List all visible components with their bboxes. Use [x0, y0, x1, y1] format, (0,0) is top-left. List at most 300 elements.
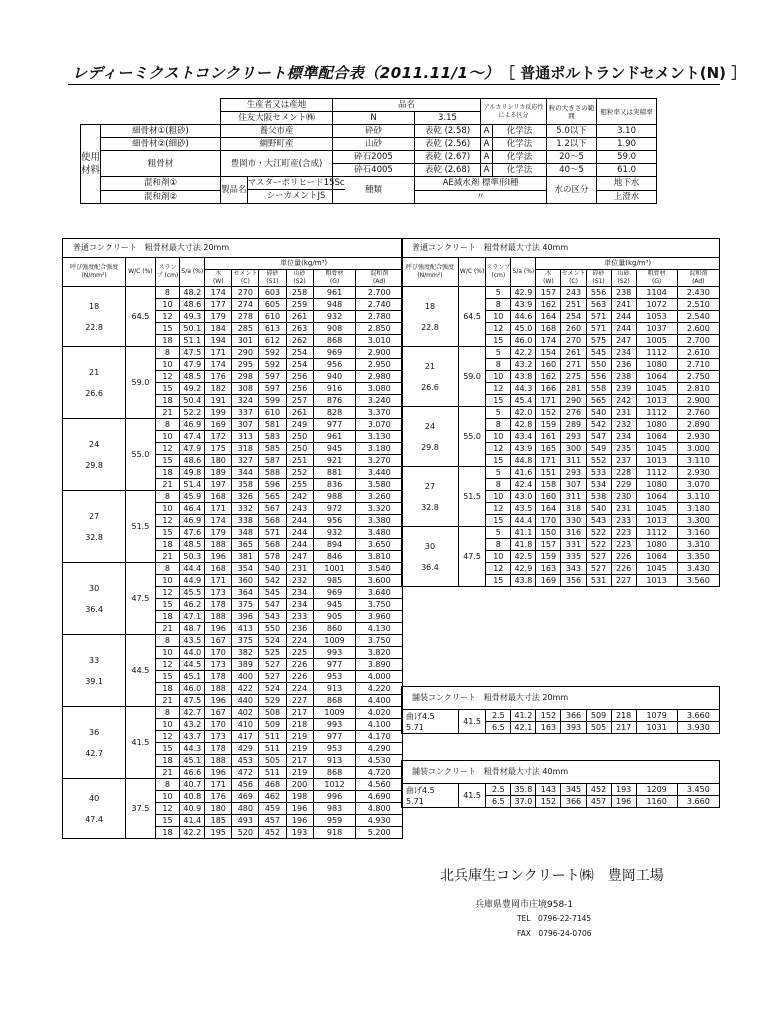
cement-cell: 301 [232, 335, 259, 347]
design-strength: 32.8 [85, 532, 104, 542]
slump-cell: 8 [155, 491, 180, 503]
cement-cell: 271 [561, 359, 586, 371]
table-20mm: 普通コンクリート 粗骨材最大寸法 20mm 呼び強度配合強度 (N/mm²) W/C (%) スランプ (cm) S/a (%) 単位量(kg/m³) 水 (W) セメント (C) 砕砂 (S1) 山砂 (S2) 粗骨材 (G) 混和剤 (Ad) 18 22.8 64.5 8 48.2 174 270 603 258 961 2.700 10 48.6 177 274 605 259 948 2.740 12 49.3 179 278 610 261 932 2.780 15 50.1 184 285 613 263 908 2.850 18 51.1 194 301 612 262 868 3.010 21 26.6 59.0 8 47.5 171 290 592 254 969 2.900 10 47.9 174 295 592 254 956 2.950 12 48.5 176 298 597 256 940 2.980 15 49.2 182 308 597 256 916 3.080 18 50.4 191 324 599 257 876 3.240 21 52.2 199 337 610 261 828 3.370 24 29.8 55.0 8 46.9 169 307 581 249 977 3.070 10 47.4 172 313 583 250 961 3.130 12 47.9 175 318 585 250 945 3.180 15 48.6 180 327 587 251 921 3.270 18 49.8 189 344 588 252 881 3.440 21 51.4 197 358 596 255 836 3.580 27 32.8 51.5 8 45.9 168 326 565 242 988 3.260 10 46.4 171 332 567 243 972 3.320 12 46.9 174 338 568 244 956 3.380 15 47.6 179 348 571 244 932 3.480 18 48.5 188 365 568 244 894 3.650 21 50.3 196 381 578 247 846 3.810 30 36.4 47.5 8 44.4 168 354 540 231 1001 3.540 10 44.9 171 360 542 232 985 3.600 12 45.5 173 364 545 234 969 3.640 15 46.2 178 375 547 234 945 3.750 18 47.1 188 396 543 233 905 3.960 21 48.7 196 413 550 236 860 4.130 33 39.1 44.5 8 43.5 167 375 524 224 1009 3.750 10 44.0 170 382 525 225 993 3.820 12 44.5 173 389 527 226 977 3.890 15 45.1 178 400 527 226 953 4.000 18 46.0 188 422 524 224 913 4.220 21 47.5 196 440 529 227 868 4.400 36 42.7 41.5 8 42.7 167 402 508 217 1009 4.020 10 43.2 170 410 509 218 993 4.100 12 43.7 173 417 511 219 977 4.170 15 44.3 178 429 511 219 953 4.290 18 45.1 188 453 505 217 913 4.530 21 46.6 196 472 511 219 868 4.720 40 47.4 37.5 8 40.7 171 456 468 200 1012 4.560 10 40.8 176 469 462 198 996 4.690 12 40.9 180 480 459 196 983 4.800 15 41.4 185 493 457 196 959 4.930 18 42.2 195 520 452 193 918 5.200 [62, 238, 403, 839]
fine2-class: A [481, 138, 493, 151]
design-strength: 29.8 [421, 442, 439, 452]
mountain-sand-cell: 234 [611, 431, 636, 443]
admix-cell: 2.850 [356, 323, 403, 335]
admix-cell: 3.070 [677, 479, 719, 491]
water-cell: 173 [205, 587, 232, 599]
admix1-water: 地下水 [597, 177, 657, 191]
admix-cell: 3.440 [356, 467, 403, 479]
admix-cell: 2.900 [677, 395, 719, 407]
fine1-range: 5.0以下 [547, 125, 597, 138]
crushed-sand-cell: 552 [586, 455, 611, 467]
crushed-sand-cell: 547 [259, 599, 286, 611]
coarse-cell: 1012 [313, 779, 356, 791]
admix2-water: 上澄水 [597, 190, 657, 204]
crushed-sand-cell: 550 [259, 623, 286, 635]
mountain-sand-cell: 217 [286, 755, 313, 767]
water-cell: 171 [205, 575, 232, 587]
water-cell: 197 [205, 479, 232, 491]
crushed-sand-cell: 571 [586, 311, 611, 323]
coarse-cell: 940 [313, 371, 356, 383]
admix-cell: 2.750 [677, 371, 719, 383]
slump-cell: 18 [155, 755, 180, 767]
water-cell: 150 [536, 527, 561, 539]
admix-cell: 2.780 [356, 311, 403, 323]
fine1-ratio: 3.10 [597, 125, 657, 138]
table-40mm: 普通コンクリート 粗骨材最大寸法 40mm 呼び強度配合強度 (N/mm²) W/C (%) スランプ (cm) S/a (%) 単位量(kg/m³) 水 (W) セメント (C) 砕砂 (S1) 山砂 (S2) 粗骨材 (G) 混和剤 (Ad) 18 22.8 64.5 5 42.9 157 243 556 238 1104 2.430 8 43.9 162 251 563 241 1072 2.510 10 44.6 164 254 571 244 1053 2.540 12 45.0 168 260 571 244 1037 2.600 15 46.0 174 270 575 247 1005 2.700 21 26.6 59.0 5 42.2 154 261 545 234 1112 2.610 8 43.2 160 271 550 236 1080 2.710 10 43.8 162 275 556 238 1064 2.750 12 44.3 166 281 558 239 1045 2.810 15 45.4 171 290 565 242 1013 2.900 24 29.8 55.0 5 42.0 152 276 540 231 1112 2.760 8 42.8 159 289 542 232 1080 2.890 10 43.4 161 293 547 234 1064 2.930 12 43.9 165 300 549 235 1045 3.000 15 44.8 171 311 552 237 1013 3.110 27 32.8 51.5 5 41.6 151 293 533 228 1112 2.930 8 42.4 158 307 534 229 1080 3.070 10 43.0 160 311 538 230 1064 3.110 12 43.5 164 318 540 231 1045 3.180 15 44.4 170 330 543 233 1013 3.300 30 36.4 47.5 5 41.1 150 316 522 223 1112 3.160 8 41.8 157 331 522 223 1080 3.310 10 42.5 159 335 527 226 1064 3.350 12 42.9 163 343 527 226 1045 3.430 15 43.8 169 356 531 227 1013 3.560 [401, 238, 720, 587]
water-cell: 164 [536, 503, 561, 515]
paving-40mm-table [401, 760, 720, 808]
slump-cell: 12 [486, 383, 511, 395]
admix-cell: 3.930 [677, 722, 719, 734]
mountain-sand-cell: 238 [611, 287, 636, 299]
crushed-sand-cell: 597 [259, 371, 286, 383]
cement-cell: 520 [232, 827, 259, 839]
sa-cell: 49.2 [180, 383, 205, 395]
cement-cell: 300 [561, 443, 586, 455]
strength-cell [63, 491, 126, 563]
coarse-cell: 868 [313, 695, 356, 707]
sa-cell: 43.4 [511, 431, 536, 443]
flexural-strength: 曲げ4.5 [406, 785, 435, 795]
strength-header: 呼び強度配合強度 (N/mm²) [402, 258, 459, 287]
slump-cell: 18 [155, 683, 180, 695]
mountain-sand-cell: 257 [286, 395, 313, 407]
design-strength: 5.71 [406, 796, 424, 806]
water-cell: 179 [205, 311, 232, 323]
design-strength: 29.8 [85, 460, 104, 470]
coarse-header: 粗骨材 [647, 270, 666, 277]
cement-cell: 335 [561, 551, 586, 563]
table-row [402, 407, 720, 419]
admix-product-label: 製品名 [221, 177, 248, 203]
strength-cell [402, 287, 459, 347]
water-cell: 160 [536, 359, 561, 371]
cement-cell: 316 [561, 527, 586, 539]
mountain-sand-cell: 217 [286, 707, 313, 719]
unit-weight-header: 単位量(kg/m³) [536, 258, 720, 270]
slump-cell: 10 [155, 431, 180, 443]
fine1-dry: 表乾 (2.58) [415, 125, 481, 138]
sa-cell: 44.6 [511, 311, 536, 323]
producer-header: 生産者又は産地 [221, 99, 333, 112]
water-cell: 157 [536, 539, 561, 551]
mountain-sand-cell: 226 [611, 551, 636, 563]
slump-cell: 12 [155, 731, 180, 743]
cement-cell: 307 [232, 419, 259, 431]
coarse-cell: 868 [313, 335, 356, 347]
admix2-product: シーカメントJS [266, 191, 326, 201]
mountain-sand-cell: 218 [611, 710, 636, 722]
mountain-sand-cell: 261 [286, 311, 313, 323]
slump-cell: 12 [155, 311, 180, 323]
sa-cell: 43.0 [511, 491, 536, 503]
mountain-sand-cell: 227 [286, 695, 313, 707]
water-header: 水 [215, 270, 222, 277]
wc-header: W/C (%) [458, 258, 485, 287]
crushed-sand-cell: 505 [586, 722, 611, 734]
coarse1-type: 砕石2005 [333, 151, 415, 164]
admix-cell: 4.000 [356, 671, 403, 683]
water-cell: 163 [536, 722, 561, 734]
coarse-cell: 993 [313, 647, 356, 659]
nominal-strength: 40 [89, 793, 100, 803]
paving-20mm-table [401, 686, 720, 734]
cement-cell: 366 [561, 710, 586, 722]
coarse-cell: 1160 [636, 796, 677, 808]
water-cell: 189 [205, 467, 232, 479]
admix-cell: 3.350 [677, 551, 719, 563]
mountain-sand-cell: 226 [286, 671, 313, 683]
admix2-name: 混和剤② [101, 190, 221, 204]
coarse-cell: 953 [313, 671, 356, 683]
slump-cell: 15 [486, 335, 511, 347]
cement-cell: 356 [561, 575, 586, 587]
admix-cell: 3.380 [356, 515, 403, 527]
table-row [63, 779, 403, 791]
sa-cell: 44.3 [511, 383, 536, 395]
cement-cell: 331 [561, 539, 586, 551]
mountain-sand-cell: 231 [611, 407, 636, 419]
water-cell: 152 [536, 796, 561, 808]
sa-cell: 51.4 [180, 479, 205, 491]
crushed-sand-cell: 587 [259, 455, 286, 467]
admix-cell: 2.810 [677, 383, 719, 395]
slump-cell: 15 [155, 323, 180, 335]
coarse-cell: 1037 [636, 323, 677, 335]
admix-cell: 3.110 [677, 455, 719, 467]
sa-cell: 47.4 [180, 431, 205, 443]
company-address: 兵庫県豊岡市庄境958-1 [475, 900, 574, 910]
admix-cell: 2.740 [356, 299, 403, 311]
cement-cell: 289 [561, 419, 586, 431]
slump-cell: 21 [155, 623, 180, 635]
slump-cell: 2.5 [486, 710, 511, 722]
water-cell: 170 [205, 647, 232, 659]
cement-cell: 337 [232, 407, 259, 419]
water-cell: 196 [205, 695, 232, 707]
mountain-sand-cell: 196 [286, 815, 313, 827]
crushed-sand-cell: 545 [586, 347, 611, 359]
admix-cell: 3.260 [356, 491, 403, 503]
slump-cell: 5 [486, 527, 511, 539]
sa-cell: 49.8 [180, 467, 205, 479]
coarse-cell: 932 [313, 527, 356, 539]
sa-cell: 48.6 [180, 299, 205, 311]
coarse-cell: 913 [313, 683, 356, 695]
admix-cell: 4.020 [356, 707, 403, 719]
water-cell: 163 [536, 563, 561, 575]
cement-cell: 413 [232, 623, 259, 635]
slump-cell: 6.5 [486, 722, 511, 734]
coarse-cell: 1045 [636, 503, 677, 515]
mountain-sand-cell: 242 [286, 491, 313, 503]
cement-cell: 354 [232, 563, 259, 575]
slump-cell: 8 [155, 347, 180, 359]
admix-cell: 3.180 [677, 503, 719, 515]
sa-cell: 51.1 [180, 335, 205, 347]
admix-cell: 3.180 [356, 443, 403, 455]
mountain-sand-cell: 226 [611, 563, 636, 575]
coarse-cell: 836 [313, 479, 356, 491]
design-strength: 5.71 [406, 722, 424, 732]
cement-cell: 324 [232, 395, 259, 407]
cement-cell: 365 [232, 539, 259, 551]
sa-cell: 46.9 [180, 419, 205, 431]
unit-weight-header: 単位量(kg/m³) [205, 258, 403, 270]
crushed-sand-cell: 468 [259, 779, 286, 791]
water-cell: 176 [205, 791, 232, 803]
crushed-sand-cell: 511 [259, 743, 286, 755]
coarse-cell: 1013 [636, 515, 677, 527]
water-cell: 154 [536, 347, 561, 359]
admix-cell: 2.760 [677, 407, 719, 419]
crushed-sand-cell: 603 [259, 287, 286, 299]
cement-header: セメント [561, 270, 586, 277]
crushed-sand-cell: 549 [586, 443, 611, 455]
cement-cell: 307 [561, 479, 586, 491]
coarse-cell: 953 [313, 743, 356, 755]
admix-cell: 3.130 [356, 431, 403, 443]
slump-cell: 21 [155, 551, 180, 563]
fine1-name: 細骨材①(粗砂) [101, 125, 221, 138]
water-cell: 143 [536, 784, 561, 796]
fine1-type: 砕砂 [333, 125, 415, 138]
cement-cell: 345 [561, 784, 586, 796]
sa-cell: 44.4 [511, 515, 536, 527]
slump-cell: 10 [486, 371, 511, 383]
company-fax: FAX 0796-24-0706 [517, 929, 592, 938]
sa-header: S/a (%) [180, 258, 205, 287]
coarse-cell: 913 [313, 755, 356, 767]
water-cell: 180 [205, 455, 232, 467]
crushed-sand-cell: 524 [259, 635, 286, 647]
nominal-strength: 21 [89, 367, 100, 377]
mountain-sand-cell: 249 [286, 419, 313, 431]
coarse-cell: 996 [313, 791, 356, 803]
mountain-sand-cell: 241 [611, 299, 636, 311]
ratio-header: 粗粒率又は実積率 [597, 99, 657, 125]
nominal-strength: 24 [424, 421, 436, 431]
coarse1-ratio: 59.0 [597, 151, 657, 164]
coarse-cell: 977 [313, 419, 356, 431]
wc-cell: 37.5 [126, 779, 155, 839]
side-label: 使用材料 [81, 125, 101, 204]
mountain-sand-cell: 244 [611, 323, 636, 335]
slump-cell: 12 [155, 443, 180, 455]
cement-cell: 375 [232, 635, 259, 647]
crushed-sand-cell: 452 [586, 784, 611, 796]
sa-cell: 44.3 [180, 743, 205, 755]
cement-cell: 396 [232, 611, 259, 623]
sa-cell: 42.2 [180, 827, 205, 839]
strength-cell [402, 527, 459, 587]
slump-cell: 5 [486, 407, 511, 419]
strength-cell [63, 419, 126, 491]
sa-cell: 44.5 [180, 659, 205, 671]
cement-cell: 270 [232, 287, 259, 299]
sa-cell: 42.0 [511, 407, 536, 419]
mountain-sand-cell: 229 [611, 479, 636, 491]
mountain-sand-cell: 235 [611, 443, 636, 455]
water-cell: 167 [205, 707, 232, 719]
fine1-method: 化学法 [493, 125, 547, 138]
wc-cell: 55.0 [458, 407, 485, 467]
admix-cell: 3.070 [356, 419, 403, 431]
strength-header: 呼び強度配合強度 (N/mm²) [63, 258, 126, 287]
cement-value: 3.15 [415, 112, 481, 125]
nominal-strength: 27 [424, 481, 436, 491]
admix1-name: 混和剤① [101, 177, 221, 191]
slump-cell: 12 [155, 587, 180, 599]
crushed-sand-cell: 610 [259, 407, 286, 419]
strength-cell [402, 710, 459, 734]
crushed-sand-header: 砕砂 [592, 270, 605, 277]
design-strength: 47.4 [85, 814, 104, 824]
admix-header: 混和剤 [689, 270, 708, 277]
water-cell: 161 [536, 431, 561, 443]
cement-cell: 270 [561, 335, 586, 347]
cement-cell: 326 [232, 491, 259, 503]
paving-20mm-title: 舗装コンクリート 粗骨材最大寸法 20mm [402, 687, 720, 710]
coarse2-method: 化学法 [493, 164, 547, 177]
design-strength: 42.7 [85, 748, 104, 758]
sa-cell: 45.4 [511, 395, 536, 407]
water-cell: 171 [205, 503, 232, 515]
admix-kind-label: 種類 [364, 185, 382, 195]
strength-cell [402, 407, 459, 467]
table-row [402, 784, 720, 796]
coarse-cell: 1104 [636, 287, 677, 299]
admix-cell: 4.100 [356, 719, 403, 731]
admix-cell: 3.810 [356, 551, 403, 563]
crushed-sand-cell: 540 [586, 503, 611, 515]
sa-cell: 43.5 [180, 635, 205, 647]
sa-cell: 40.7 [180, 779, 205, 791]
crushed-sand-cell: 509 [586, 710, 611, 722]
coarse-cell: 1112 [636, 467, 677, 479]
cement-cell: 389 [232, 659, 259, 671]
coarse-cell: 945 [313, 443, 356, 455]
crushed-sand-cell: 540 [259, 563, 286, 575]
slump-cell: 12 [486, 323, 511, 335]
water-cell: 168 [536, 323, 561, 335]
fine2-range: 1.2以下 [547, 138, 597, 151]
admix-cell: 3.820 [356, 647, 403, 659]
admix-cell: 5.200 [356, 827, 403, 839]
slump-cell: 12 [155, 659, 180, 671]
water-cell: 174 [536, 335, 561, 347]
cement-cell: 429 [232, 743, 259, 755]
slump-cell: 10 [155, 575, 180, 587]
water-cell: 177 [205, 299, 232, 311]
slump-cell: 18 [155, 395, 180, 407]
wc-cell: 51.5 [126, 491, 155, 563]
design-strength: 39.1 [85, 676, 104, 686]
sa-cell: 45.1 [180, 755, 205, 767]
slump-cell: 15 [486, 575, 511, 587]
admix-cell: 3.430 [677, 563, 719, 575]
fine1-class: A [481, 125, 493, 138]
slump-cell: 15 [486, 455, 511, 467]
cement-cell: 332 [232, 503, 259, 515]
cement-type-label: ［ 普通ポルトランドセメント(N) ］ [500, 64, 747, 82]
admix-cell: 3.240 [356, 395, 403, 407]
admix-cell: 3.110 [677, 491, 719, 503]
crushed-sand-cell: 575 [586, 335, 611, 347]
admix-cell: 4.220 [356, 683, 403, 695]
cement-cell: 293 [561, 467, 586, 479]
wc-cell: 47.5 [458, 527, 485, 587]
mountain-sand-cell: 247 [611, 335, 636, 347]
water-cell: 151 [536, 467, 561, 479]
slump-cell: 8 [486, 299, 511, 311]
crushed-sand-cell: 612 [259, 335, 286, 347]
cement-cell: 275 [561, 371, 586, 383]
slump-cell: 10 [486, 491, 511, 503]
mountain-sand-cell: 243 [286, 503, 313, 515]
water-cell: 170 [536, 515, 561, 527]
admix-cell: 4.560 [356, 779, 403, 791]
cement-cell: 375 [232, 599, 259, 611]
mountain-sand-cell: 262 [286, 335, 313, 347]
fine2-ratio: 1.90 [597, 138, 657, 151]
coarse-cell: 1001 [313, 563, 356, 575]
slump-cell: 12 [486, 443, 511, 455]
water-cell: 191 [205, 395, 232, 407]
coarse-cell: 961 [313, 431, 356, 443]
cement-cell: 313 [232, 431, 259, 443]
nominal-strength: 27 [89, 511, 100, 521]
design-strength: 32.8 [421, 502, 439, 512]
crushed-sand-cell: 563 [586, 299, 611, 311]
water-cell: 159 [536, 551, 561, 563]
sa-cell: 46.0 [511, 335, 536, 347]
mountain-sand-cell: 263 [286, 323, 313, 335]
sa-cell: 41.6 [511, 467, 536, 479]
mountain-sand-cell: 244 [286, 527, 313, 539]
mountain-sand-cell: 236 [286, 623, 313, 635]
cement-cell: 318 [561, 503, 586, 515]
mountain-sand-cell: 224 [286, 683, 313, 695]
coarse1-method: 化学法 [493, 151, 547, 164]
water-cell: 174 [205, 515, 232, 527]
mountain-sand-cell: 228 [611, 467, 636, 479]
coarse-cell: 983 [313, 803, 356, 815]
admix-cell: 3.010 [356, 335, 403, 347]
water-cell: 188 [205, 611, 232, 623]
crushed-sand-cell: 583 [259, 431, 286, 443]
sa-cell: 45.9 [180, 491, 205, 503]
paving-20mm-body [402, 710, 720, 734]
sa-cell: 46.6 [180, 767, 205, 779]
coarse1-class: A [481, 151, 493, 164]
cement-cell: 298 [232, 371, 259, 383]
coarse-cell: 948 [313, 299, 356, 311]
strength-cell [402, 347, 459, 407]
nominal-strength: 18 [424, 301, 436, 311]
slump-cell: 15 [155, 599, 180, 611]
sa-header: S/a (%) [511, 258, 536, 287]
mountain-sand-cell: 217 [611, 722, 636, 734]
slump-cell: 10 [155, 791, 180, 803]
wc-cell: 47.5 [126, 563, 155, 635]
fine2-method: 化学法 [493, 138, 547, 151]
admix-cell: 3.310 [677, 539, 719, 551]
